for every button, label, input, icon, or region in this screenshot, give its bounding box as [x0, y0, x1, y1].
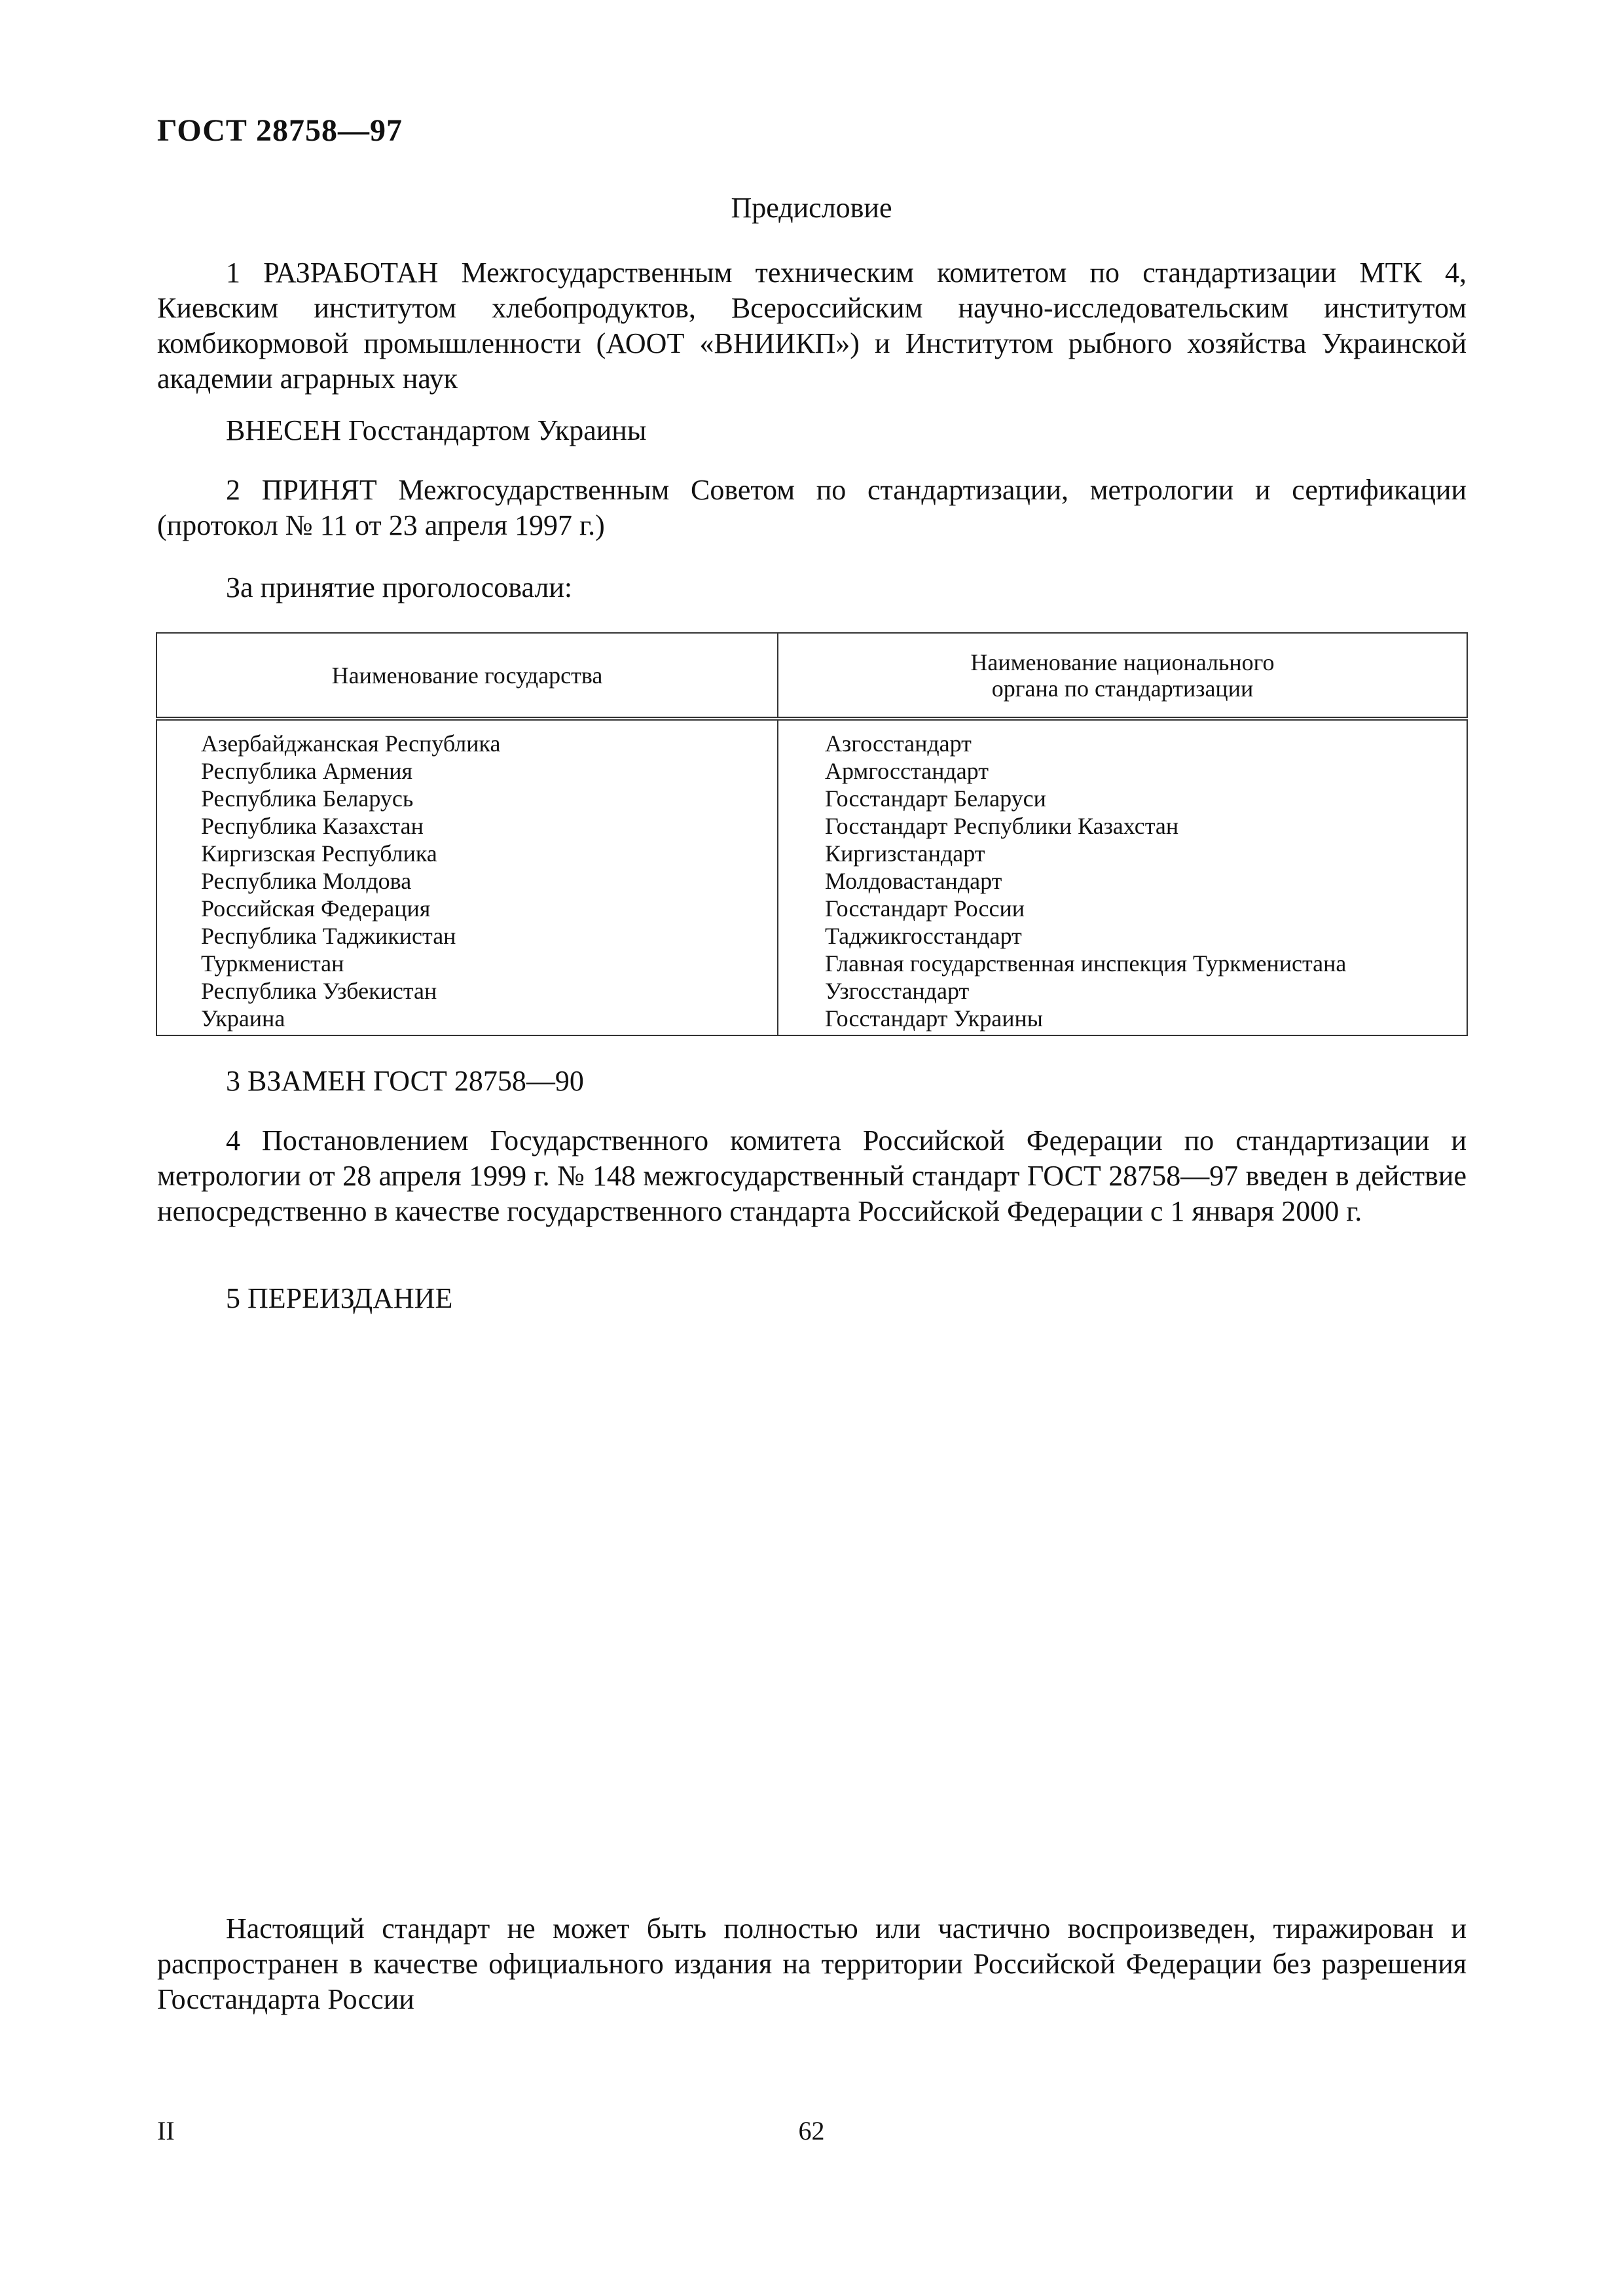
state-name: Туркменистан	[201, 950, 344, 977]
header-state: Наименование государства	[156, 633, 778, 719]
standards-body-name: Госстандарт Украины	[825, 1005, 1043, 1031]
column-bodies	[778, 719, 1467, 1035]
bodies-list	[779, 730, 1466, 1032]
standards-body-name: Молдовастандарт	[825, 868, 1002, 894]
standards-body-name: Киргизстандарт	[825, 840, 985, 867]
copyright-notice: Настоящий стандарт не может быть полностью или частично воспроизведен, тиражирован и распространен в качестве официального издания на территории Российской Федерации без разрешения Госстандарта России	[157, 1912, 1467, 2015]
states-list	[158, 730, 776, 1032]
standards-body-name: Армгосстандарт	[825, 758, 989, 784]
paragraph-enacted: 4 Постановлением Государственного комитета Российской Федерации по стандартизации и метрологии от 28 апреля 1999 г. № 148 межгосударственный стандарт ГОСТ 28758—97 введен в действие непосредственно в качестве государственного стандарта Российской Федерации с 1 января 2000 г.	[157, 1124, 1467, 1227]
document-code: ГОСТ 28758—97	[157, 113, 403, 148]
standards-body-name: Главная государственная инспекция Туркменистана	[825, 950, 1347, 977]
state-name: Украина	[201, 1005, 285, 1031]
voting-table	[156, 632, 1468, 1036]
paragraph-reissue: 5 ПЕРЕИЗДАНИЕ	[226, 1282, 453, 1314]
header-body-text: Наименование национального органа по стандартизации	[970, 649, 1275, 702]
standards-body-name: Узгосстандарт	[825, 978, 970, 1004]
paragraph-developed: 1 РАЗРАБОТАН Межгосударственным техническим комитетом по стандартизации МТК 4, Киевским институтом хлебопродуктов, Всероссийским научно-исследовательским институтом комбикормовой промышленности (АООТ «ВНИИКП») и Институтом рыбного хозяйства Украинской академии аграрных наук	[157, 257, 1467, 395]
state-name: Республика Таджикистан	[201, 923, 456, 949]
paragraph-replaces: 3 ВЗАМЕН ГОСТ 28758—90	[226, 1065, 584, 1097]
standards-body-name: Госстандарт Беларуси	[825, 785, 1046, 812]
table-body-row	[156, 719, 1467, 1035]
state-name: Республика Молдова	[201, 868, 412, 894]
header-body	[778, 633, 1467, 719]
state-name: Республика Армения	[201, 758, 413, 784]
page-number: 62	[798, 2116, 825, 2145]
paragraph-adopted: 2 ПРИНЯТ Межгосударственным Советом по стандартизации, метрологии и сертификации (протокол № 11 от 23 апреля 1997 г.)	[157, 474, 1467, 541]
state-name: Киргизская Республика	[201, 840, 437, 867]
state-name: Азербайджанская Республика	[201, 730, 501, 757]
paragraph-introduced: ВНЕСЕН Госстандартом Украины	[226, 414, 647, 446]
state-name: Республика Узбекистан	[201, 978, 437, 1004]
standards-body-name: Таджикгосстандарт	[825, 923, 1022, 949]
standards-body-name: Госстандарт России	[825, 895, 1025, 922]
state-name: Российская Федерация	[201, 895, 431, 922]
column-states	[156, 719, 778, 1035]
state-name: Республика Казахстан	[201, 813, 424, 839]
section-title: Предисловие	[731, 192, 892, 224]
table-header-row	[156, 633, 1467, 719]
paragraph-voted: За принятие проголосовали:	[226, 571, 573, 603]
state-name: Республика Беларусь	[201, 785, 414, 812]
roman-page-number: II	[157, 2116, 175, 2145]
standards-body-name: Азгосстандарт	[825, 730, 972, 757]
standards-body-name: Госстандарт Республики Казахстан	[825, 813, 1179, 839]
